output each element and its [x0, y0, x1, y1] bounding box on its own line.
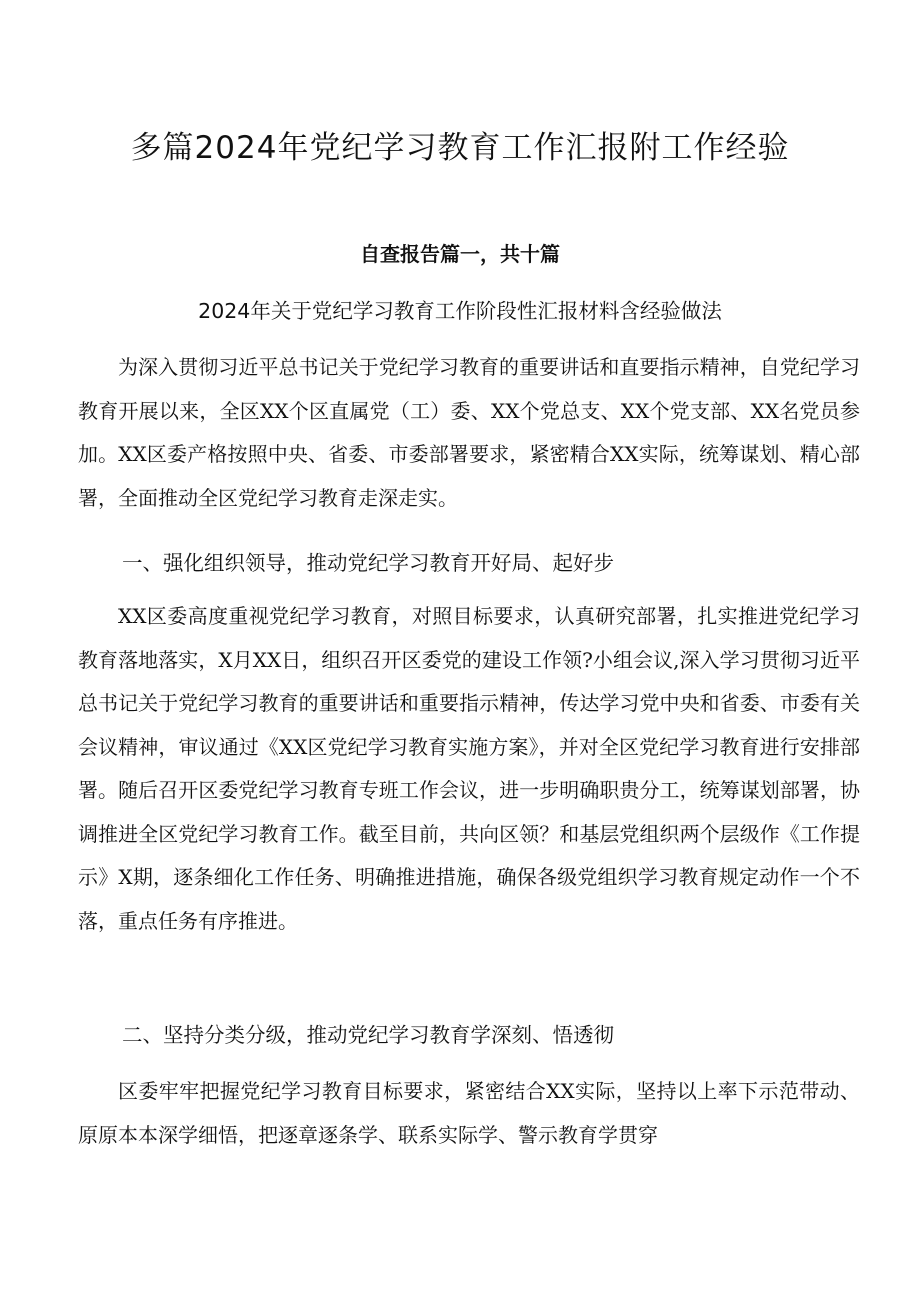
report-title: 2024年关于党纪学习教育工作阶段性汇报材料含经验做法 — [198, 299, 722, 323]
section-heading-2: 二、坚持分类分级，推动党纪学习教育学深刻、悟透彻 — [122, 1023, 614, 1047]
section-paragraph-1: XX区委高度重视党纪学习教育，对照目标要求，认真研究部署，扎实推进党纪学习教育落地落实，X月XX日，组织召开区委党的建设工作领?小组会议,深入学习贯彻习近平总书记关于党纪学习教育的重要讲话和重要指示精神，传达学习党中央和省委、市委有关会议精神，审议通过《XX区党纪学习教育实施方案》，并对全区党纪学习教育进行安排部署。随后召开区委党纪学习教育专班工作会议，进一步明确职贵分工，统筹谋划部署，协调推进全区党纪学习教育工作。截至目前，共向区领？和基层党组织两个层级作《工作提示》X期，逐条细化工作任务、明确推进措施，确保各级党组织学习教育规定动作一个不落，重点任务有序推进。 — [78, 604, 860, 933]
intro-paragraph: 为深入贯彻习近平总书记关于党纪学习教育的重要讲话和直要指示精神，自党纪学习教育开展以来，全区XX个区直属党（工）委、XX个党总支、XX个党支部、XX名党员参加。XX区委产格按照中央、省委、市委部署要求，紧密精合XX实际，统筹谋划、精心部署，全面推动全区党纪学习教育走深走实。 — [78, 355, 860, 510]
section-paragraph-2: 区委牢牢把握党纪学习教育目标要求，紧密结合XX实际，坚持以上率下示范带动、原原本本深学细悟，把逐章逐条学、联系实际学、警示教育学贯穿 — [78, 1079, 860, 1147]
section-heading-1: 一、强化组织领导，推动党纪学习教育开好局、起好步 — [122, 551, 614, 575]
document-subtitle: 自查报告篇一，共十篇 — [360, 242, 560, 266]
document-title: 多篇2024年党纪学习教育工作汇报附工作经验 — [130, 130, 790, 166]
